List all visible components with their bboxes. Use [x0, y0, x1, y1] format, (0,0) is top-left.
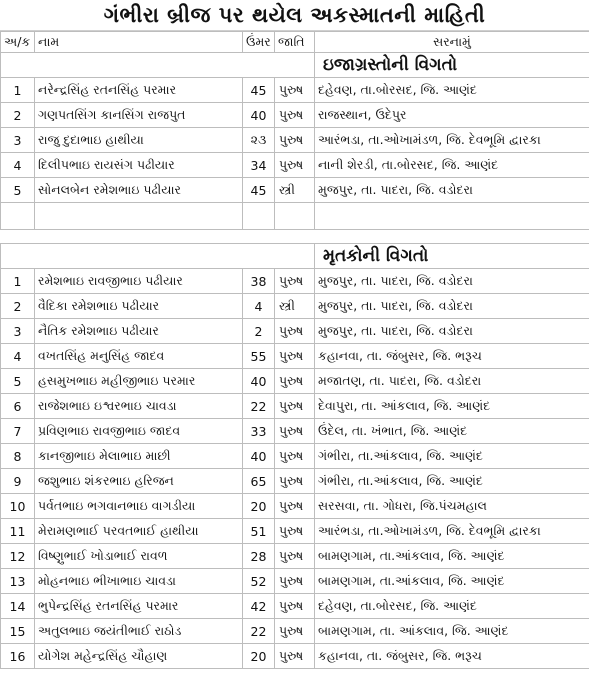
cell-address: મુજપુર, તા. પાદરા, જિ. વડોદરા	[315, 319, 589, 344]
cell-age: 42	[243, 594, 275, 619]
cell-gender: પુરુષ	[275, 544, 315, 569]
cell-sr: 16	[1, 644, 35, 669]
cell-sr: 4	[1, 153, 35, 178]
section-spacer	[1, 244, 315, 269]
cell-name: મેરામણભાઈ પરવતભાઈ હાથીયા	[35, 519, 243, 544]
cell-sr: 9	[1, 469, 35, 494]
table-row	[1, 469, 589, 494]
table-row	[1, 78, 589, 103]
cell-address: રાજસ્થાન, ઉદેપુર	[315, 103, 589, 128]
cell-age: 45	[243, 178, 275, 203]
cell-age: 38	[243, 269, 275, 294]
cell-address: મુજપુર, તા. પાદરા, જિ. વડોદરા	[315, 178, 589, 203]
table-row	[1, 494, 589, 519]
blank-row	[1, 203, 589, 230]
cell-gender: પુરુષ	[275, 444, 315, 469]
table-row	[1, 419, 589, 444]
table-row	[1, 319, 589, 344]
cell-name: કાનજીભાઇ મેલાભાઇ માછી	[35, 444, 243, 469]
header-name: નામ	[35, 32, 243, 53]
cell-address: આરંભડા, તા.ઓખામંડળ, જિ. દેવભૂમિ દ્વારકા	[315, 128, 589, 153]
table-row	[1, 394, 589, 419]
cell-address: દહેવણ, તા.બોરસદ, જિ. આણંદ	[315, 78, 589, 103]
table-row	[1, 153, 589, 178]
cell-sr: 1	[1, 269, 35, 294]
cell-age: 40	[243, 103, 275, 128]
cell-age: 20	[243, 494, 275, 519]
table-row	[1, 178, 589, 203]
cell-gender: પુરુષ	[275, 569, 315, 594]
cell-address: દહેવણ, તા.બોરસદ, જિ. આણંદ	[315, 594, 589, 619]
table-row	[1, 569, 589, 594]
table-row	[1, 369, 589, 394]
blank-cell	[315, 230, 589, 244]
cell-sr: 11	[1, 519, 35, 544]
deceased-section-heading: મૃતકોની વિગતો	[315, 244, 589, 269]
cell-address: આરંભડા, તા.ઓખામંડળ, જિ. દેવભૂમિ દ્વારકા	[315, 519, 589, 544]
cell-sr: 6	[1, 394, 35, 419]
cell-sr: 3	[1, 128, 35, 153]
cell-name: રાજેશભાઇ ઇશ્વરભાઇ ચાવડા	[35, 394, 243, 419]
cell-name: સોનલબેન રમેશભાઇ પઢીયાર	[35, 178, 243, 203]
cell-gender: પુરુષ	[275, 519, 315, 544]
blank-cell	[243, 203, 275, 230]
cell-name: ગણપતસિંગ કાનસિંગ રાજપુત	[35, 103, 243, 128]
cell-gender: પુરુષ	[275, 619, 315, 644]
cell-age: 45	[243, 78, 275, 103]
cell-address: સરસવા, તા. ગોધરા, જિ.પંચમહાલ	[315, 494, 589, 519]
cell-age: 51	[243, 519, 275, 544]
cell-gender: પુરુષ	[275, 319, 315, 344]
blank-cell	[35, 203, 243, 230]
header-age: ઉંમર	[243, 32, 275, 53]
table-row	[1, 544, 589, 569]
cell-sr: 3	[1, 319, 35, 344]
blank-cell	[275, 230, 315, 244]
table-row	[1, 344, 589, 369]
blank-row	[1, 230, 589, 244]
header-row	[1, 32, 589, 53]
cell-gender: પુરુષ	[275, 103, 315, 128]
cell-name: વૈદિકા રમેશભાઇ પઢીયાર	[35, 294, 243, 319]
cell-name: પર્વતભાઇ ભગવાનભાઇ વાગડીયા	[35, 494, 243, 519]
cell-sr: 2	[1, 103, 35, 128]
cell-gender: પુરુષ	[275, 469, 315, 494]
cell-age: 40	[243, 369, 275, 394]
cell-sr: 7	[1, 419, 35, 444]
cell-age: 22	[243, 394, 275, 419]
cell-gender: પુરુષ	[275, 128, 315, 153]
injured-section-heading: ઇજાગ્રસ્તોની વિગતો	[315, 53, 589, 78]
blank-cell	[315, 203, 589, 230]
cell-sr: 12	[1, 544, 35, 569]
cell-sr: 1	[1, 78, 35, 103]
injured-section-row	[1, 53, 589, 78]
table-row	[1, 294, 589, 319]
cell-gender: પુરુષ	[275, 644, 315, 669]
cell-age: 20	[243, 644, 275, 669]
cell-gender: સ્ત્રી	[275, 294, 315, 319]
cell-age: 65	[243, 469, 275, 494]
cell-address: કહાનવા, તા. જંબુસર, જિ. ભરૂચ	[315, 644, 589, 669]
table-row	[1, 269, 589, 294]
table-row	[1, 619, 589, 644]
cell-age: 22	[243, 619, 275, 644]
cell-sr: 2	[1, 294, 35, 319]
cell-sr: 5	[1, 369, 35, 394]
cell-age: 28	[243, 544, 275, 569]
blank-cell	[35, 230, 243, 244]
cell-address: ગંભીરા, તા.આંકલાવ, જિ. આણંદ	[315, 444, 589, 469]
cell-name: અતુલભાઇ જયંતીભાઈ રાઠોડ	[35, 619, 243, 644]
cell-age: 34	[243, 153, 275, 178]
table-row	[1, 644, 589, 669]
cell-name: ભુપેન્દ્રસિંહ રતનસિંહ પરમાર	[35, 594, 243, 619]
blank-cell	[1, 230, 35, 244]
cell-address: મુજપુર, તા. પાદરા, જિ. વડોદરા	[315, 294, 589, 319]
blank-cell	[1, 203, 35, 230]
cell-age: ૨૩	[243, 128, 275, 153]
cell-age: 55	[243, 344, 275, 369]
cell-address: કહાનવા, તા. જંબુસર, જિ. ભરૂચ	[315, 344, 589, 369]
cell-gender: પુરુષ	[275, 344, 315, 369]
blank-cell	[243, 230, 275, 244]
cell-name: વખતસિંહ મનુસિંહ જાદવ	[35, 344, 243, 369]
table-row	[1, 594, 589, 619]
cell-name: રમેશભાઇ રાવજીભાઇ પઢીયાર	[35, 269, 243, 294]
cell-sr: 4	[1, 344, 35, 369]
cell-name: રાજુ દુદાભાઇ હાથીયા	[35, 128, 243, 153]
deceased-section-row	[1, 244, 589, 269]
cell-address: ગંભીરા, તા.આંકલાવ, જિ. આણંદ	[315, 469, 589, 494]
cell-address: દેવાપુરા, તા. આંકલાવ, જિ. આણંદ	[315, 394, 589, 419]
cell-address: ઉંદેલ, તા. ખંભાત, જિ. આણંદ	[315, 419, 589, 444]
cell-gender: પુરુષ	[275, 269, 315, 294]
cell-sr: 14	[1, 594, 35, 619]
cell-age: 52	[243, 569, 275, 594]
cell-address: મુજપુર, તા. પાદરા, જિ. વડોદરા	[315, 269, 589, 294]
cell-name: યોગેશ મહેન્દ્રસિંહ ચૌહાણ	[35, 644, 243, 669]
cell-gender: પુરુષ	[275, 369, 315, 394]
cell-gender: પુરુષ	[275, 394, 315, 419]
blank-cell	[275, 203, 315, 230]
cell-name: પ્રવિણભાઇ રાવજીભાઇ જાદવ	[35, 419, 243, 444]
cell-address: નાની શેરડી, તા.બોરસદ, જિ. આણંદ	[315, 153, 589, 178]
cell-gender: પુરુષ	[275, 419, 315, 444]
cell-name: હસમુખભાઇ મહીજીભાઇ પરમાર	[35, 369, 243, 394]
cell-sr: 15	[1, 619, 35, 644]
cell-address: બામણગામ, તા.આંકલાવ, જિ. આણંદ	[315, 569, 589, 594]
cell-gender: પુરુષ	[275, 78, 315, 103]
table-row	[1, 128, 589, 153]
cell-age: 2	[243, 319, 275, 344]
cell-name: દિલીપભાઇ રાયસંગ પઢીયાર	[35, 153, 243, 178]
accident-table	[0, 31, 589, 669]
page-title: ગંભીરા બ્રીજ પર થયેલ અકસ્માતની માહિતી	[0, 0, 589, 31]
cell-gender: પુરુષ	[275, 594, 315, 619]
table-row	[1, 519, 589, 544]
cell-name: મોહનભાઇ ભીખાભાઇ ચાવડા	[35, 569, 243, 594]
cell-sr: 10	[1, 494, 35, 519]
header-gender: જાતિ	[275, 32, 315, 53]
cell-address: બામણગામ, તા.આંકલાવ, જિ. આણંદ	[315, 544, 589, 569]
cell-sr: 8	[1, 444, 35, 469]
cell-name: નૈતિક રમેશભાઇ પઢીયાર	[35, 319, 243, 344]
section-spacer	[1, 53, 315, 78]
cell-name: નરેન્દ્રસિંહ રતનસિંહ પરમાર	[35, 78, 243, 103]
cell-age: 4	[243, 294, 275, 319]
cell-name: જશુભાઇ શંકરભાઇ હરિજન	[35, 469, 243, 494]
cell-gender: પુરુષ	[275, 153, 315, 178]
cell-name: વિષ્ણુભાઈ ખોડાભાઈ રાવળ	[35, 544, 243, 569]
table-row	[1, 103, 589, 128]
cell-address: મજાતણ, તા. પાદરા, જિ. વડોદરા	[315, 369, 589, 394]
cell-gender: સ્ત્રી	[275, 178, 315, 203]
header-sr: અ/ક	[1, 32, 35, 53]
cell-address: બામણગામ, તા. આંકલાવ, જિ. આણંદ	[315, 619, 589, 644]
cell-age: 40	[243, 444, 275, 469]
cell-age: 33	[243, 419, 275, 444]
cell-sr: 5	[1, 178, 35, 203]
cell-gender: પુરુષ	[275, 494, 315, 519]
header-address: સરનામું	[315, 32, 589, 53]
table-row	[1, 444, 589, 469]
cell-sr: 13	[1, 569, 35, 594]
